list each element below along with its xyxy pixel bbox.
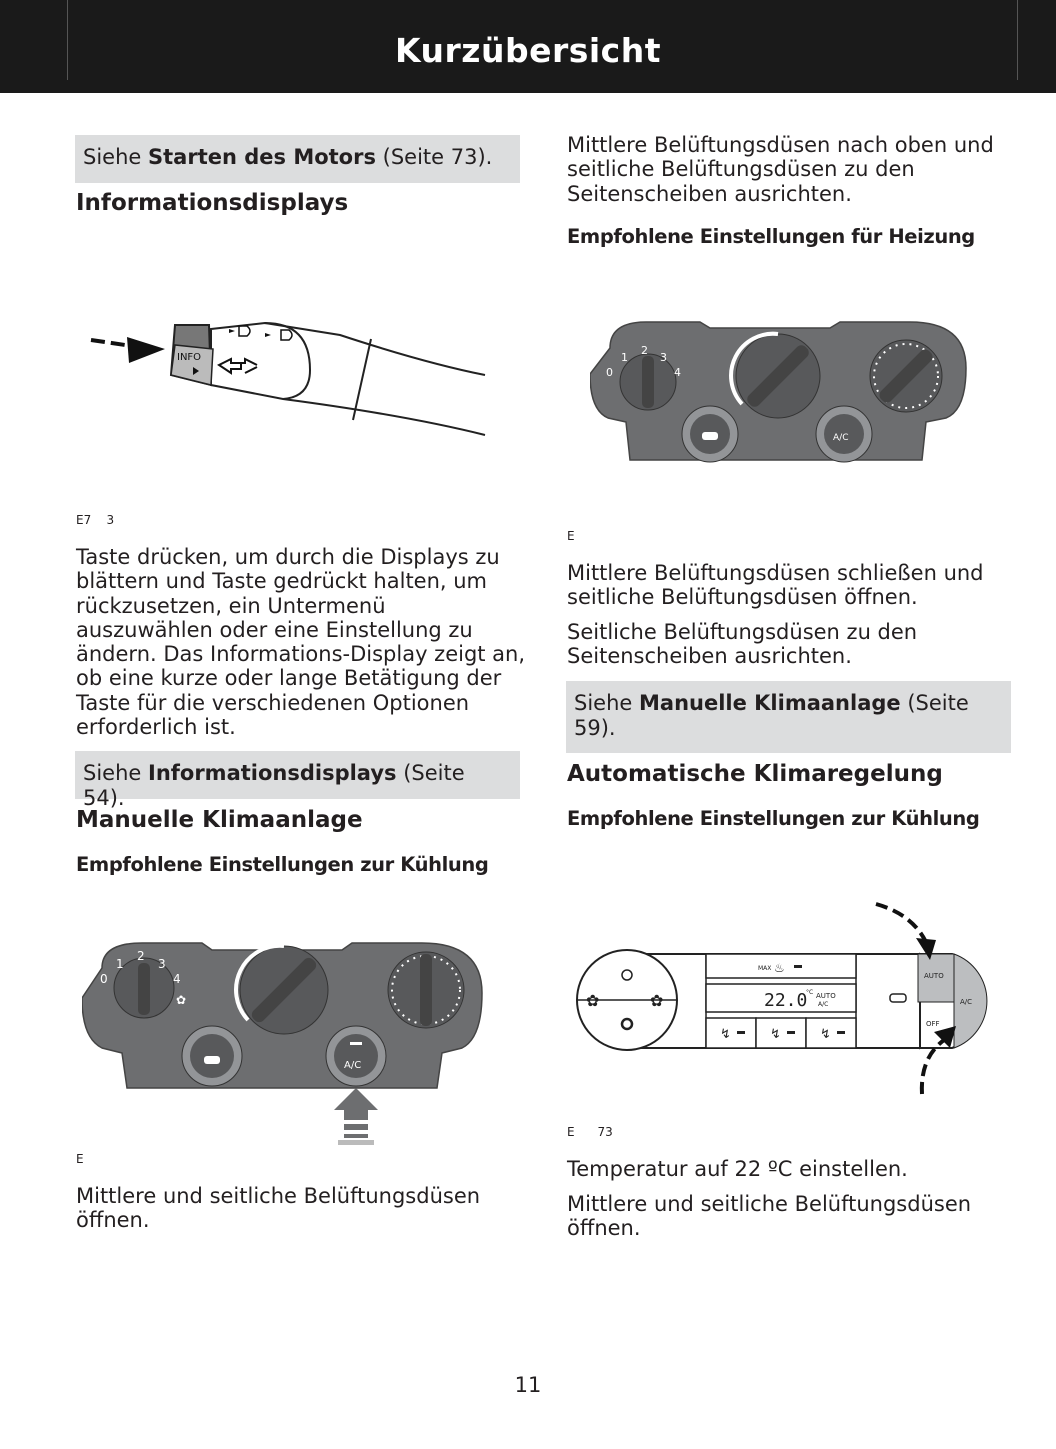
ac-label: A/C: [344, 1060, 362, 1071]
body-paragraph: Seitliche Belüftungsdüsen zu den Seitenscheiben ausrichten.: [567, 620, 918, 669]
see-also-box: Siehe Starten des Motors (Seite 73).: [75, 135, 520, 183]
section-heading: Informationsdisplays: [76, 190, 349, 216]
figure-caption: E: [76, 1152, 84, 1166]
fan-number: 2: [137, 949, 145, 963]
fan-number: 0: [100, 972, 108, 986]
info-label: INFO: [177, 352, 202, 363]
body-paragraph: Temperatur auf 22 ºC einstellen.: [567, 1157, 908, 1181]
fan-number: 0: [606, 366, 613, 379]
vent-mode-button-feet[interactable]: [806, 1018, 856, 1048]
fan-number: 3: [158, 957, 166, 971]
airflow-icon: ↯: [720, 1027, 731, 1042]
airflow-icon: ↯: [820, 1027, 831, 1042]
see-also-box: Siehe Manuelle Klimaanlage (Seite 59).: [566, 681, 1011, 753]
manual-climate-panel-cooling: [82, 938, 488, 1153]
cross-reference-link[interactable]: Manuelle Klimaanlage: [639, 691, 901, 715]
page-title: Kurzübersicht: [394, 31, 662, 70]
fan-number: 1: [621, 351, 628, 364]
auto-climate-panel: [572, 898, 992, 1098]
body-paragraph: Taste drücken, um durch die Displays zu blättern und Taste gedrückt halten, um rückzusetzen, ein Untermenü auszuwählen oder eine Einstellung zu ändern. Das Informations-Display zeigt an, ob eine kurze oder lange Betätigung der Taste für die verschiedenen Optionen erforderlich ist.: [76, 545, 526, 740]
fan-icon: ✿: [650, 991, 664, 1010]
page-header: [0, 0, 1056, 93]
stalk-seam: [353, 339, 371, 420]
subsection-heading: Empfohlene Einstellungen zur Kühlung: [76, 853, 489, 876]
body-paragraph: Mittlere und seitliche Belüftungsdüsen öffnen.: [76, 1184, 481, 1233]
temperature-readout: 22.0: [764, 990, 808, 1011]
pointer-arrow-head: [127, 337, 165, 363]
body-paragraph: Mittlere und seitliche Belüftungsdüsen öffnen.: [567, 1192, 972, 1241]
max-label: MAX: [758, 965, 772, 972]
off-label: OFF: [926, 1020, 940, 1028]
fan-number: 2: [641, 344, 648, 357]
body-paragraph: Mittlere Belüftungsdüsen nach oben und seitliche Belüftungsdüsen zu den Seitenscheiben ausrichten.: [567, 133, 994, 206]
fan-number: 4: [674, 366, 681, 379]
ac-indicator: A/C: [818, 1001, 829, 1008]
section-heading: Automatische Klimaregelung: [567, 761, 943, 787]
subsection-heading: Empfohlene Einstellungen für Heizung: [567, 225, 975, 248]
car-icon: [204, 1056, 220, 1064]
fan-icon: ✿: [586, 991, 600, 1010]
fan-icon: ✿: [176, 993, 187, 1007]
airflow-icon: ↯: [770, 1027, 781, 1042]
pointer-arrow-line: [91, 340, 125, 345]
vent-mode-button-face-feet[interactable]: [756, 1018, 806, 1048]
fan-number: 4: [173, 972, 181, 986]
page-number: 11: [514, 1373, 542, 1397]
car-icon: [702, 432, 718, 440]
figure-caption: E7 3: [76, 513, 115, 527]
body-paragraph: Mittlere Belüftungsdüsen schließen und seitliche Belüftungsdüsen öffnen.: [567, 561, 984, 610]
cross-reference-link[interactable]: Starten des Motors: [148, 145, 376, 169]
manual-climate-panel-heating: [590, 318, 970, 466]
figure-caption: E: [567, 529, 575, 543]
see-also-box: Siehe Informationsdisplays (Seite 54).: [75, 751, 520, 799]
unit-label: °C: [806, 989, 814, 996]
stalk-shaft: [283, 399, 485, 435]
fan-number: 3: [660, 351, 667, 364]
ac-label: A/C: [833, 433, 849, 443]
vent-mode-button-face[interactable]: [706, 1018, 756, 1048]
pointer-arrow-line: [876, 904, 926, 942]
cross-reference-link[interactable]: Informationsdisplays: [148, 761, 397, 785]
figure-caption: E 73: [567, 1125, 613, 1139]
ac-label: A/C: [960, 998, 973, 1006]
fan-number: 1: [116, 957, 124, 971]
auto-indicator: AUTO: [816, 992, 836, 1000]
auto-label: AUTO: [924, 972, 944, 980]
defrost-icon: ♨: [774, 961, 785, 975]
info-stalk-illustration: [85, 315, 495, 440]
subsection-heading: Empfohlene Einstellungen zur Kühlung: [567, 807, 980, 830]
section-heading: Manuelle Klimaanlage: [76, 807, 363, 833]
